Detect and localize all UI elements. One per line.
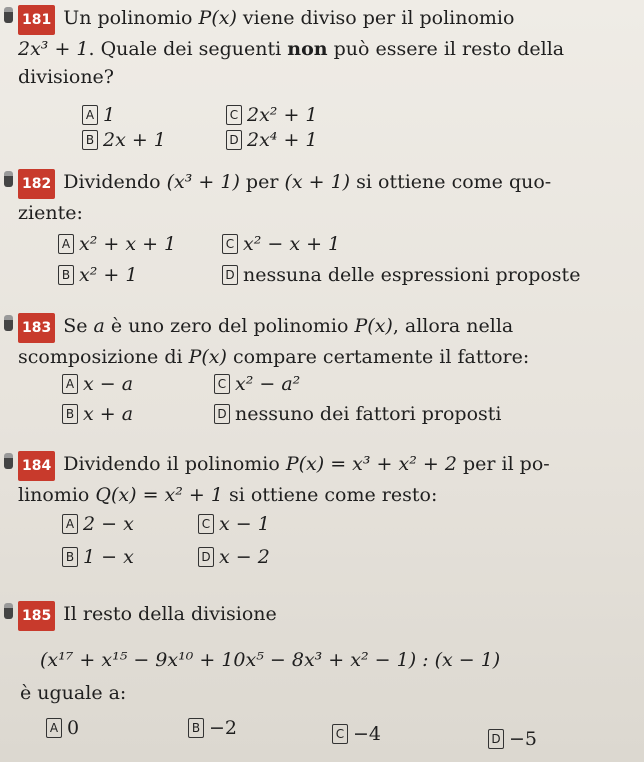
option-c[interactable]: C x² − x + 1 — [222, 232, 340, 256]
option-b[interactable]: B x + a — [62, 402, 133, 426]
option-a[interactable]: A x − a — [62, 372, 133, 396]
exercise-stem: 181 Un polinomio P(x) viene diviso per il polinomio 2x³ + 1. Quale dei seguenti non può essere il resto della divisione? — [18, 7, 565, 88]
division-expression: (x¹⁷ + x¹⁵ − 9x¹⁰ + 10x⁵ − 8x³ + x² − 1) : (x − 1) — [40, 649, 501, 671]
option-b[interactable]: B 1 − x — [62, 545, 134, 569]
option-b[interactable]: B 2x + 1 — [82, 128, 166, 152]
option-d[interactable]: D −5 — [488, 727, 537, 751]
exercise-number: 183 — [18, 313, 55, 343]
option-a[interactable]: A 1 — [82, 103, 115, 127]
option-a[interactable]: A 2 − x — [62, 512, 134, 536]
option-c[interactable]: C 2x² + 1 — [226, 103, 318, 127]
exercise-181 — [18, 4, 634, 91]
exercise-185 — [18, 600, 634, 631]
exercise-stem: 182 Dividendo (x³ + 1) per (x + 1) si ottiene come quo- ziente: — [18, 171, 552, 224]
option-b[interactable]: B −2 — [188, 716, 237, 740]
exercise-stem: 183 Se a è uno zero del polinomio P(x), allora nella scomposizione di P(x) compare certamente il fattore: — [18, 315, 530, 368]
option-d[interactable]: D x − 2 — [198, 545, 270, 569]
exercise-stem: 185 Il resto della divisione — [18, 600, 634, 631]
exercise-stem: 184 Dividendo il polinomio P(x) = x³ + x² + 2 per il po- linomio Q(x) = x² + 1 si ottiene come resto: — [18, 453, 550, 506]
exercise-number: 184 — [18, 451, 55, 481]
option-b[interactable]: B x² + 1 — [58, 263, 137, 287]
option-a[interactable]: A x² + x + 1 — [58, 232, 176, 256]
option-a[interactable]: A 0 — [46, 716, 79, 740]
exercise-184 — [18, 450, 634, 509]
option-d[interactable]: D nessuno dei fattori proposti — [214, 402, 501, 426]
option-c[interactable]: C x − 1 — [198, 512, 270, 536]
exercise-number: 181 — [18, 5, 55, 35]
exercise-number: 182 — [18, 169, 55, 199]
exercise-number: 185 — [18, 601, 55, 631]
option-c[interactable]: C −4 — [332, 722, 381, 746]
exercise-183 — [18, 312, 634, 371]
option-d[interactable]: D 2x⁴ + 1 — [226, 128, 318, 152]
exercise-stem-end: è uguale a: — [20, 682, 127, 704]
option-d[interactable]: D nessuna delle espressioni proposte — [222, 263, 580, 287]
exercise-182 — [18, 168, 634, 227]
option-c[interactable]: C x² − a² — [214, 372, 300, 396]
